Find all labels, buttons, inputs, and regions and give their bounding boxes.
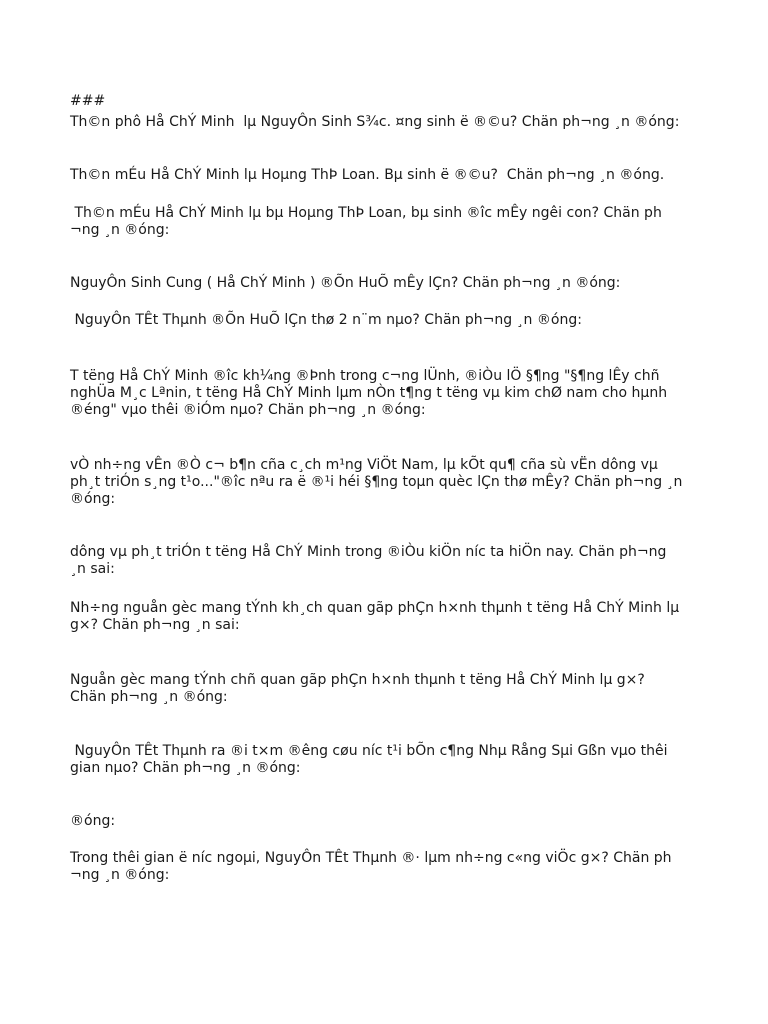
question-7-partial: vÒ nh÷ng vÊn ®Ò c¬ b¶n cña c¸ch m¹ng ViÖt Nam, lµ kÕt qu¶ cña sù vËn dông vµ ph¸t triÓn s¸ng t¹o..."®îc nªu ra ë ®¹i héi §¶ng toµn quèc lÇn thø mÊy? Chän ph¬ng ¸n ®óng: [70,457,683,507]
question-5: NguyÔn TÊt Thµnh ®Õn HuÕ lÇn thø 2 n¨m nµo? Chän ph¬ng ¸n ®óng: [70,312,582,328]
question-10: Nguån gèc mang tÝnh chñ quan gãp phÇn h×nh thµnh t tëng Hå ChÝ Minh lµ g×? Chän ph¬ng ¸n ®óng: [70,672,645,705]
question-2: Th©n mÉu Hå ChÝ Minh lµ Hoµng ThÞ Loan. Bµ sinh ë ®©u? Chän ph¬ng ¸n ®óng. [70,167,665,183]
question-12-partial: ®óng: [70,813,116,829]
question-11: NguyÔn TÊt Thµnh ra ®i t×m ®êng cøu níc t¹i bÕn c¶ng Nhµ Rång Sµi Gßn vµo thêi gian nµo? Chän ph¬ng ¸n ®óng: [70,743,668,776]
question-6: T tëng Hå ChÝ Minh ®îc kh¼ng ®Þnh trong c¬ng lÜnh, ®iÒu lÖ §¶ng "§¶ng lÊy chñ nghÜa M¸c Lªnin, t tëng Hå ChÝ Minh lµm nÒn t¶ng t tëng vµ kim chØ nam cho hµnh ®éng" vµo thêi ®iÓm nµo? Chän ph¬ng ¸n ®óng: [70,368,668,418]
question-4: NguyÔn Sinh Cung ( Hå ChÝ Minh ) ®Õn HuÕ mÊy lÇn? Chän ph¬ng ¸n ®óng: [70,275,621,291]
question-3: Th©n mÉu Hå ChÝ Minh lµ bµ Hoµng ThÞ Loan, bµ sinh ®îc mÊy ngêi con? Chän ph ¬ng ¸n ®óng: [70,205,662,238]
question-9: Nh÷ng nguån gèc mang tÝnh kh¸ch quan gãp phÇn h×nh thµnh t tëng Hå ChÝ Minh lµ g×? Chän ph¬ng ¸n sai: [70,600,680,633]
question-1: Th©n phô Hå ChÝ Minh lµ NguyÔn Sinh S¾c. ¤ng sinh ë ®©u? Chän ph¬ng ¸n ®óng: [70,114,680,130]
section-marker: ### [70,93,106,109]
question-8-partial: dông vµ ph¸t triÓn t tëng Hå ChÝ Minh trong ®iÒu kiÖn níc ta hiÖn nay. Chän ph¬ng ¸n sai: [70,544,667,577]
question-13: Trong thêi gian ë níc ngoµi, NguyÔn TÊt Thµnh ®· lµm nh÷ng c«ng viÖc g×? Chän ph ¬ng ¸n ®óng: [70,850,672,883]
